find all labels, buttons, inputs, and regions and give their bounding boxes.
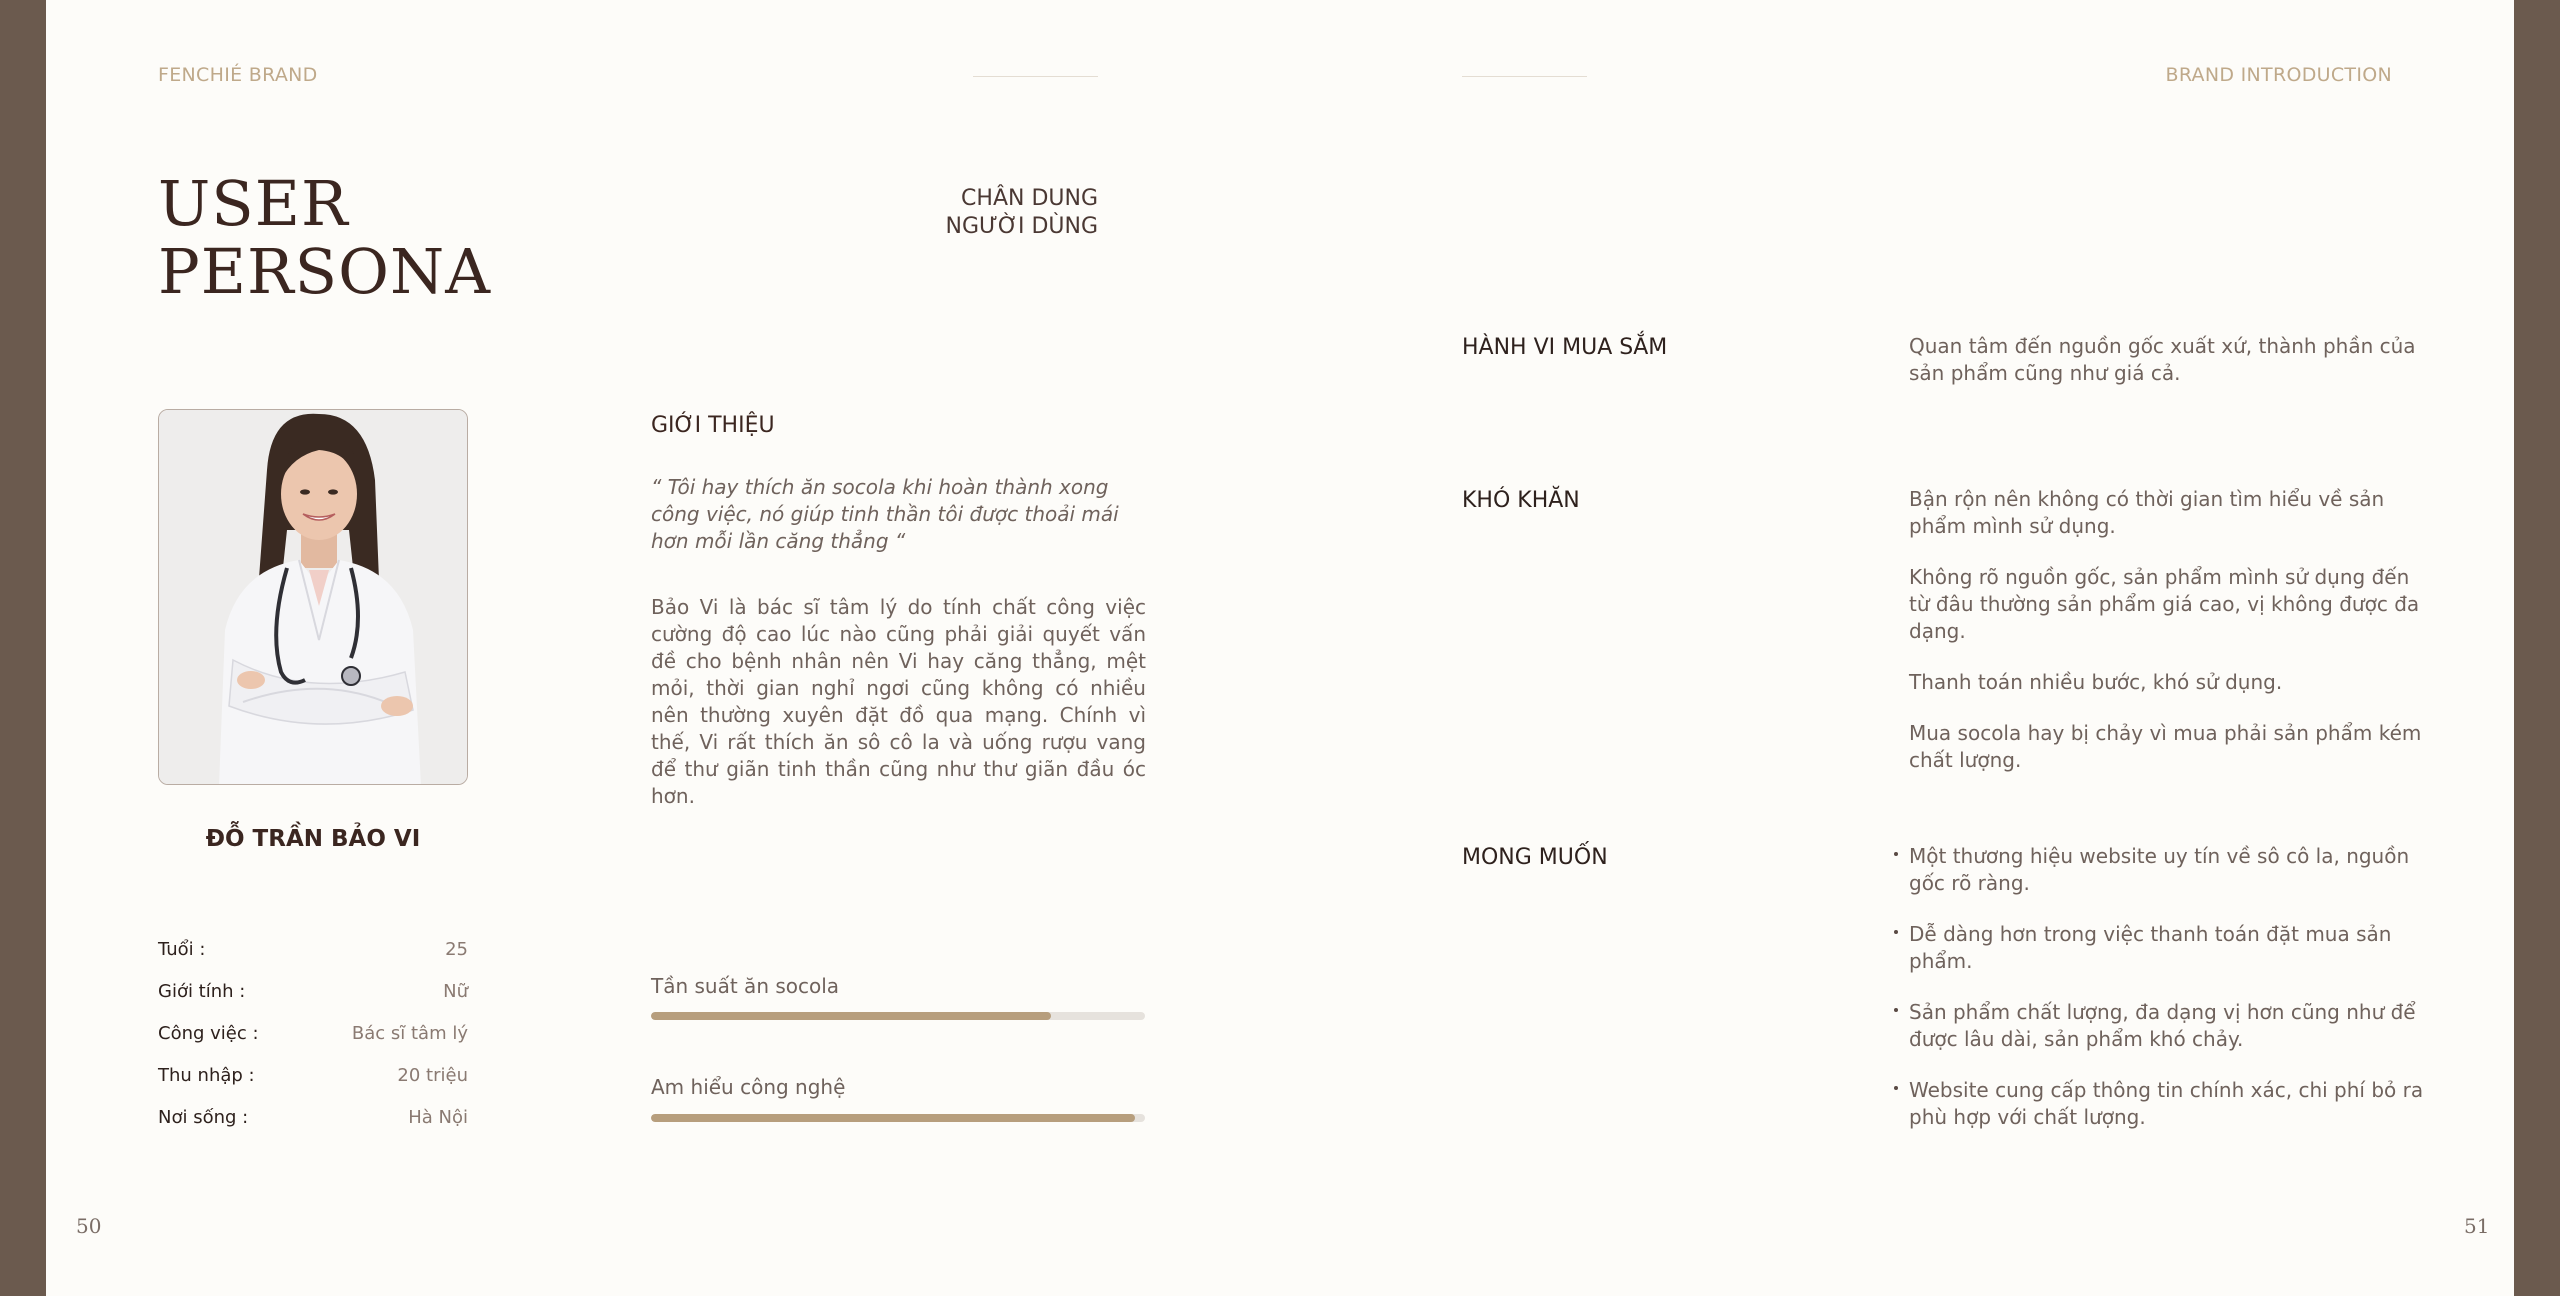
intro-heading: GIỚI THIỆU (651, 413, 775, 438)
difficulties-text (1909, 486, 2434, 798)
info-row-residence (158, 1107, 468, 1149)
shopping-item: Quan tâm đến nguồn gốc xuất xứ, thành phần của sản phẩm cũng như giá cả. (1909, 334, 2416, 385)
shopping-text (1909, 333, 2434, 411)
info-row-gender (158, 981, 468, 1023)
info-value: 20 triệu (397, 1065, 468, 1086)
bar-fill-tech (651, 1114, 1135, 1122)
subtitle-line-1: CHÂN DUNG (961, 186, 1098, 211)
header-section: BRAND INTRODUCTION (2165, 64, 2392, 86)
wish-item: Sản phẩm chất lượng, đa dạng vị hơn cũng như để được lâu dài, sản phẩm khó chảy. (1909, 999, 2434, 1053)
title-line-1: USER (158, 167, 349, 240)
doctor-portrait-image (159, 410, 468, 785)
info-label: Công việc : (158, 1023, 259, 1044)
bar-track-chocolate (651, 1012, 1145, 1020)
persona-photo (158, 409, 468, 785)
page-title (158, 167, 491, 308)
difficulties-heading: KHÓ KHĂN (1462, 488, 1580, 513)
page-number-left: 50 (76, 1214, 102, 1238)
page-number-right: 51 (2464, 1214, 2490, 1238)
shopping-heading: HÀNH VI MUA SẮM (1462, 335, 1668, 360)
difficulty-item: Không rõ nguồn gốc, sản phẩm mình sử dụng đến từ đâu thường sản phẩm giá cao, vị không được đa dạng. (1909, 565, 2420, 643)
bar-track-tech (651, 1114, 1145, 1122)
header-rule-left (973, 76, 1098, 77)
info-value: Hà Nội (408, 1107, 468, 1128)
info-label: Tuổi : (158, 939, 206, 960)
header-rule-right (1462, 76, 1587, 77)
info-value: Nữ (443, 981, 468, 1002)
wish-item: Dễ dàng hơn trong việc thanh toán đặt mua sản phẩm. (1909, 921, 2434, 975)
persona-info-list (158, 939, 468, 1149)
wishes-heading: MONG MUỐN (1462, 845, 1608, 870)
info-label: Giới tính : (158, 981, 246, 1002)
difficulty-item: Bận rộn nên không có thời gian tìm hiểu về sản phẩm mình sử dụng. (1909, 487, 2385, 538)
title-line-2: PERSONA (158, 235, 491, 308)
difficulty-item: Thanh toán nhiều bước, khó sử dụng. (1909, 670, 2283, 694)
info-label: Thu nhập : (158, 1065, 255, 1086)
wishes-list (1909, 843, 2434, 1155)
bar-label-tech: Am hiểu công nghệ (651, 1075, 846, 1099)
bar-label-chocolate: Tần suất ăn socola (651, 974, 840, 998)
wish-item: Website cung cấp thông tin chính xác, chi phí bỏ ra phù hợp với chất lượng. (1909, 1077, 2434, 1131)
info-row-income (158, 1065, 468, 1107)
difficulty-item: Mua socola hay bị chảy vì mua phải sản phẩm kém chất lượng. (1909, 721, 2422, 772)
info-value: 25 (445, 939, 468, 960)
info-label: Nơi sống : (158, 1107, 249, 1128)
wish-item: Một thương hiệu website uy tín về sô cô la, nguồn gốc rõ ràng. (1909, 843, 2434, 897)
info-value: Bác sĩ tâm lý (351, 1023, 468, 1044)
intro-body: Bảo Vi là bác sĩ tâm lý do tính chất công việc cường độ cao lúc nào cũng phải giải quyết vấn đề cho bệnh nhân nên Vi hay căng thẳng, mệt mỏi, thời gian nghỉ ngơi cũng không có nhiều nên thường xuyên đặt đồ qua mạng. Chính vì thế, Vi rất thích ăn sô cô la và uống rượu vang để thư giãn tinh thần cũng như thư giãn đầu óc hơn. (651, 595, 1146, 808)
info-row-age (158, 939, 468, 981)
subtitle-line-2: NGƯỜI DÙNG (945, 214, 1098, 239)
header-brand: FENCHIÉ BRAND (158, 64, 318, 86)
info-row-job (158, 1023, 468, 1065)
brochure-spread (46, 0, 2514, 1296)
bar-fill-chocolate (651, 1012, 1051, 1020)
intro-quote: “ Tôi hay thích ăn socola khi hoàn thành xong công việc, nó giúp tinh thần tôi được thoải mái hơn mỗi lần căng thẳng “ (651, 475, 1119, 553)
persona-name: ĐỖ TRẦN BẢO VI (205, 826, 421, 852)
page-subtitle (798, 185, 1098, 241)
